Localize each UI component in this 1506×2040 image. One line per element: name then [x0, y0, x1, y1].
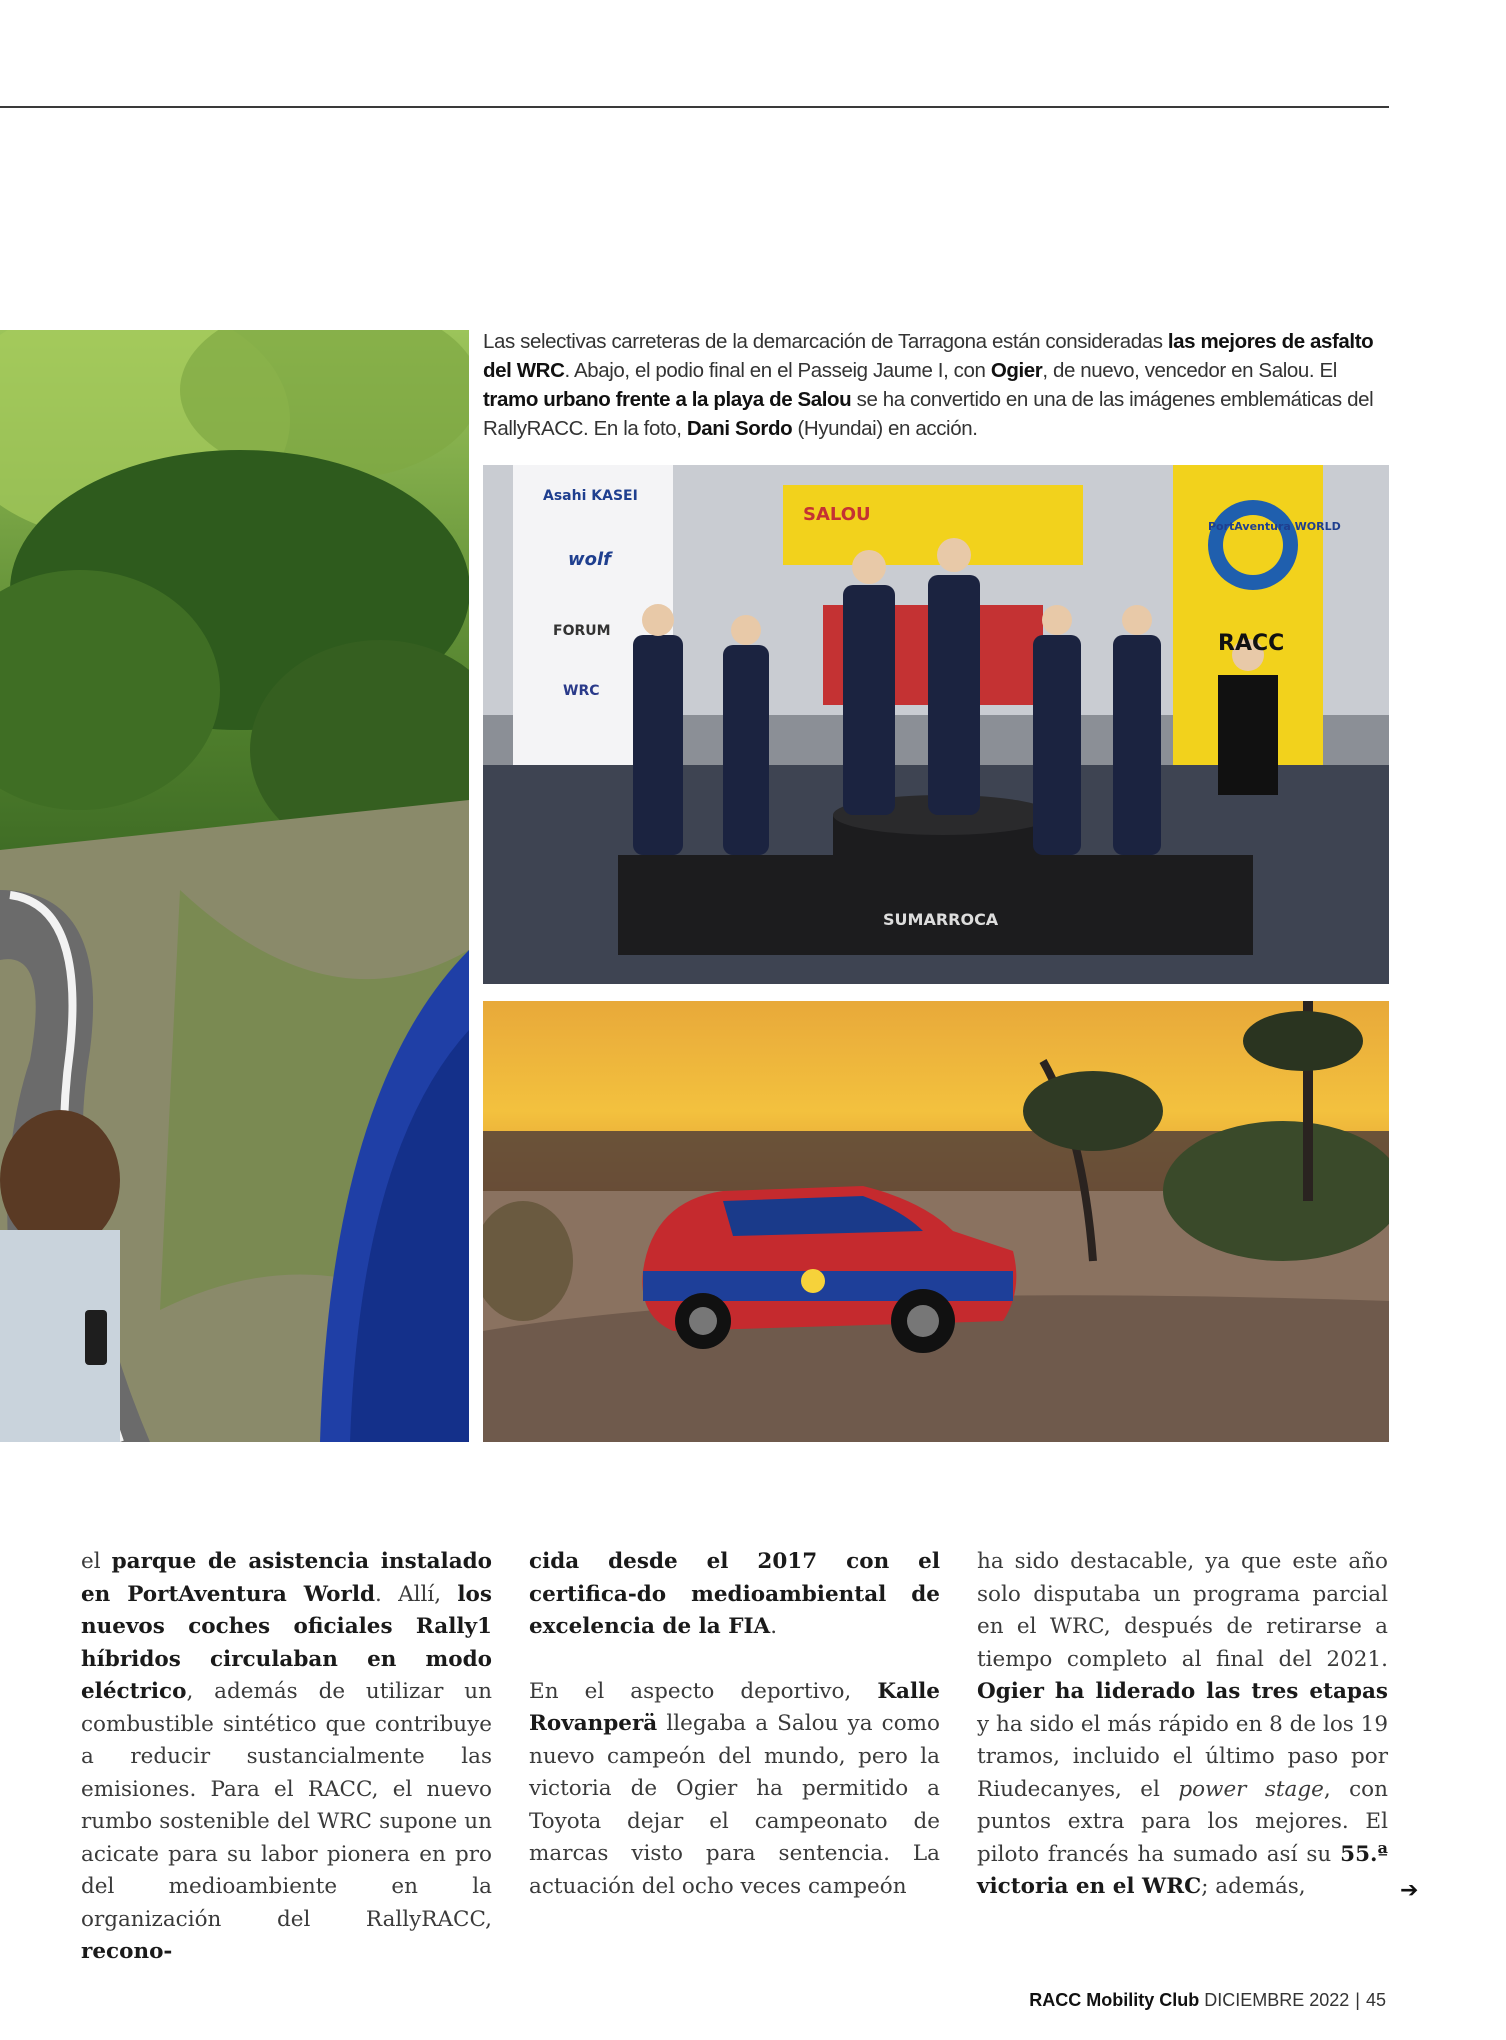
sponsor-text: SALOU — [803, 504, 871, 525]
caption-bold: Ogier — [990, 359, 1043, 382]
sponsor-text: SUMARROCA — [883, 910, 999, 929]
paragraph — [977, 1546, 1388, 1904]
photo-rally-car — [483, 1001, 1389, 1442]
italic-run: power stage — [1178, 1776, 1324, 1802]
caption-bold: tramo urbano frente a la playa de Salou — [483, 388, 852, 411]
text-run: y ha sido el más rápido en 8 de los 19 tramos, incluido el último paso por Riudecanyes, el — [977, 1711, 1388, 1802]
footer-issue: DICIEMBRE 2022 — [1204, 1990, 1350, 2010]
sponsor-text: RACC — [1218, 631, 1285, 656]
bold-run: recono- — [81, 1939, 173, 1964]
bold-run: 55.ª victoria en el WRC — [977, 1841, 1388, 1899]
page-number: 45 — [1365, 1990, 1386, 2010]
paragraph — [529, 1546, 940, 1644]
caption-text: , de nuevo, vencedor en Salou. El — [1042, 359, 1337, 382]
bold-run: los nuevos coches oficiales Rally1 híbridos circulaban en modo eléctrico — [81, 1581, 492, 1704]
paragraph — [81, 1546, 492, 1969]
bold-run: Kalle Rovanperä — [529, 1678, 940, 1736]
sponsor-text: WRC — [563, 683, 600, 699]
top-rule — [0, 106, 1389, 108]
text-run: ha sido destacable, ya que este año solo disputaba un programa parcial en el WRC, después de retirarse a tiempo completo al final del 2021. — [977, 1549, 1388, 1672]
article-column-2 — [529, 1546, 940, 1903]
paragraph — [529, 1676, 940, 1904]
sponsor-text: FORUM — [553, 623, 611, 639]
footer-brand: RACC Mobility Club — [1029, 1990, 1200, 2010]
text-run: llegaba a Salou ya como nuevo campeón del mundo, pero la victoria de Ogier ha permitido a Toyota dejar el campeonato de marcas visto para sentencia. La actuación del ocho veces campeón — [529, 1711, 940, 1899]
caption-bold: Dani Sordo — [686, 417, 793, 440]
caption-text: (Hyundai) en acción. — [792, 417, 978, 440]
bold-run: cida desde el 2017 con el certifica-do medioambiental de excelencia de la FIA — [529, 1549, 940, 1639]
caption-bold: las mejores de asfalto del WRC — [483, 330, 1374, 382]
article-column-3 — [977, 1546, 1388, 1904]
photo-caption — [483, 327, 1389, 443]
photo-forest-road — [0, 330, 469, 1442]
text-run: . — [770, 1614, 778, 1639]
bold-run: parque de asistencia instalado en PortAventura World — [81, 1549, 493, 1607]
sponsor-text: PortAventura WORLD — [1208, 520, 1341, 533]
text-run: el — [81, 1549, 112, 1574]
footer-separator: | — [1355, 1990, 1360, 2010]
continue-arrow-icon: ➔ — [1400, 1878, 1419, 1903]
caption-text: . Abajo, el podio final en el Passeig Jaume I, con — [564, 359, 991, 382]
caption-text: Las selectivas carreteras de la demarcación de Tarragona están consideradas — [483, 330, 1168, 353]
article-column-1 — [81, 1546, 492, 1969]
text-run: ; además, — [1201, 1874, 1306, 1899]
text-run: , con puntos extra para los mejores. El piloto francés ha sumado así su — [977, 1776, 1388, 1867]
sponsor-text: Asahi KASEI — [543, 488, 638, 504]
caption-text: se ha convertido en una de las imágenes emblemáticas del RallyRACC. En la foto, — [483, 388, 1374, 440]
text-run: En el aspecto deportivo, — [529, 1678, 878, 1704]
photo-podium — [483, 465, 1389, 984]
sponsor-text: wolf — [568, 549, 611, 570]
text-run: . Allí, — [375, 1581, 458, 1607]
bold-run: Ogier ha liderado las tres etapas — [977, 1679, 1388, 1704]
page-footer — [1029, 1990, 1386, 2011]
text-run: , además de utilizar un combustible sintético que contribuye a reducir sustancialmente las emisiones. Para el RACC, el nuevo rumbo sostenible del WRC supone un acicate para su labor pionera en pro del medioambiente en la organización del RallyRACC, — [81, 1679, 492, 1932]
